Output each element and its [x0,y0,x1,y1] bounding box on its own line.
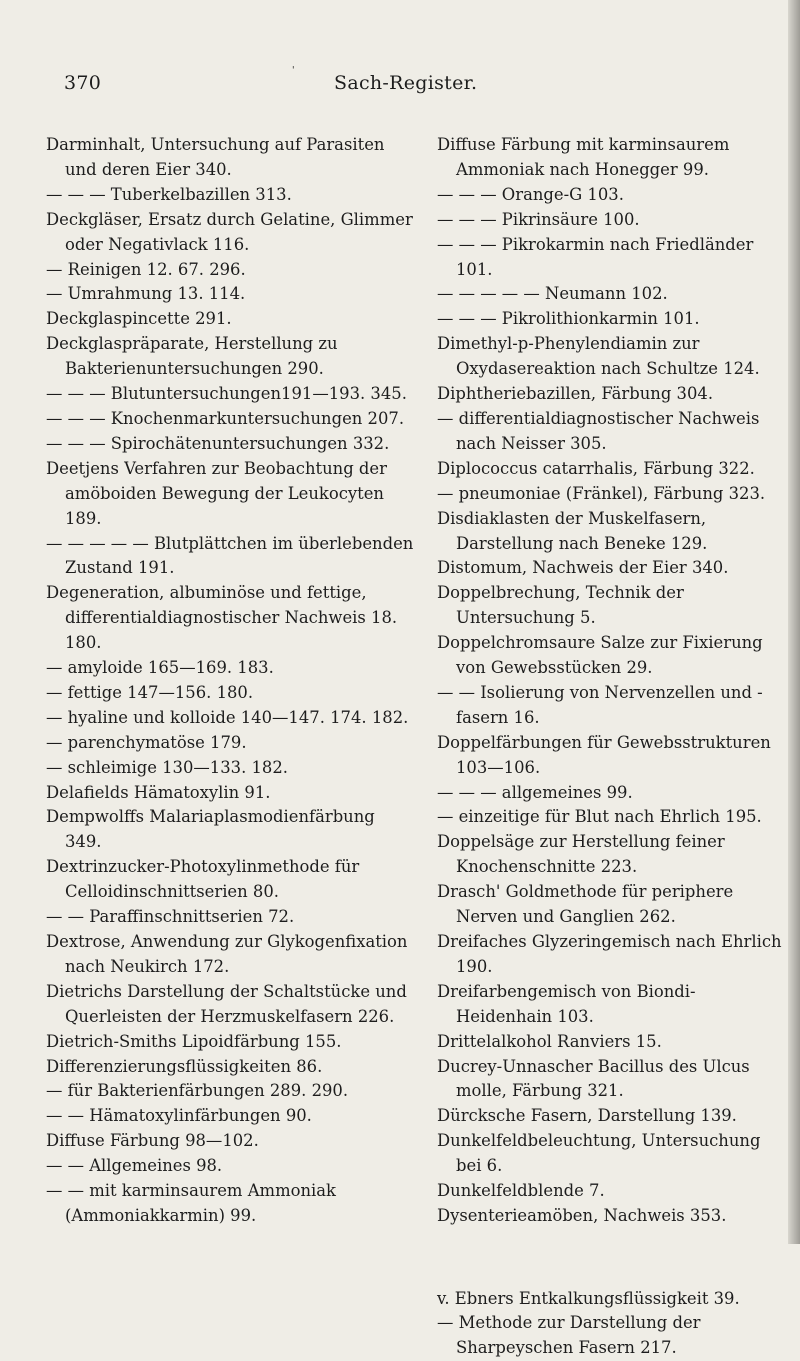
index-entry: Drittelalkohol Ranviers 15. [437,1031,662,1051]
index-entry: Deckgläser, Ersatz durch Gelatine, Glimmer oder Negativlack 116. [46,209,413,254]
index-entry: Dextrinzucker-Photoxylinmethode für Celloidinschnittserien 80. [46,857,360,902]
index-entry: Doppelsäge zur Herstellung feiner Knochenschnitte 223. [437,832,725,877]
index-entry: — — — — — Neumann 102. [437,284,668,304]
index-entry: Delafields Hämatoxylin 91. [46,782,271,802]
index-entry: Dietrichs Darstellung der Schaltstücke und Querleisten der Herzmuskelfasern 226. [46,981,407,1026]
index-entry: Dunkelfeldbeleuchtung, Untersuchung bei 6. [437,1131,761,1176]
index-entry: Dysenterieamöben, Nachweis 353. [437,1205,727,1225]
index-entry: Doppelfärbungen für Gewebsstrukturen 103—106. [437,732,771,777]
index-entry: — — Allgemeines 98. [46,1156,223,1176]
index-entry: Degeneration, albuminöse und fettige, differentialdiagnostischer Nachweis 18. 180. [46,583,398,653]
index-entry: Deckglaspräparate, Herstellung zu Bakterienuntersuchungen 290. [46,334,338,379]
index-entry: — — — Tuberkelbazillen 313. [46,184,292,204]
index-entry: Diffuse Färbung mit karminsaurem Ammoniak nach Honegger 99. [437,135,730,179]
index-entry: — — — Pikrolithionkarmin 101. [437,309,700,329]
index-entry: — — — allgemeines 99. [437,782,633,802]
index-entry: Distomum, Nachweis der Eier 340. [437,558,729,578]
index-entry: — schleimige 130—133. 182. [46,757,288,777]
index-entry: Disdiaklasten der Muskelfasern, Darstellung nach Beneke 129. [437,508,708,553]
index-entry: Deckglaspincette 291. [46,309,232,329]
index-entry: — — — Knochenmarkuntersuchungen 207. [46,408,405,428]
index-entry: — Reinigen 12. 67. 296. [46,259,246,279]
section-gap [437,1245,787,1270]
index-entry: — parenchymatöse 179. [46,732,247,752]
index-entry: Dreifaches Glyzeringemisch nach Ehrlich 190. [437,932,782,976]
index-entry: Deetjens Verfahren zur Beobachtung der amöboiden Bewegung der Leukocyten 189. [46,458,387,528]
index-entry: — — — Pikrinsäure 100. [437,209,640,229]
index-entry: — — Paraffinschnittserien 72. [46,907,295,927]
index-entry: Doppelchromsaure Salze zur Fixierung von Gewebsstücken 29. [437,633,763,678]
index-entry: — pneumoniae (Fränkel), Färbung 323. [437,483,766,503]
index-entry: — — — Orange-G 103. [437,184,624,204]
index-entry: — für Bakterienfärbungen 289. 290. [46,1081,349,1101]
index-entry: — hyaline und kolloide 140—147. 174. 182. [46,707,409,727]
index-entry: — einzeitige für Blut nach Ehrlich 195. [437,807,762,827]
index-entry: Dietrich-Smiths Lipoidfärbung 155. [46,1031,342,1051]
index-entry: Differenzierungsflüssigkeiten 86. [46,1056,323,1076]
index-entry: Dempwolffs Malariaplasmodienfärbung 349. [46,807,375,852]
index-entry: — — Hämatoxylinfärbungen 90. [46,1106,312,1126]
index-column-left [46,133,416,1229]
index-entry: — amyloide 165—169. 183. [46,658,274,678]
index-entry: Dreifarbengemisch von Biondi-Heidenhain 103. [437,981,696,1026]
index-entry: — Umrahmung 13. 114. [46,284,246,304]
running-head: Sach-Register. [334,72,478,94]
index-entry: Dimethyl-p-Phenylendiamin zur Oxydasereaktion nach Schultze 124. [437,334,760,379]
index-entry: — fettige 147—156. 180. [46,682,254,702]
page-number: 370 [64,72,102,94]
index-entry: — — — Spirochätenuntersuchungen 332. [46,433,390,453]
index-entry: Diffuse Färbung 98—102. [46,1131,259,1151]
index-entry: Dextrose, Anwendung zur Glykogenfixation nach Neukirch 172. [46,932,408,976]
index-entry: — — — Pikrokarmin nach Friedländer 101. [437,234,754,279]
header-mark: ' [292,66,295,76]
index-entry: Diphtheriebazillen, Färbung 304. [437,384,714,404]
page-edge-shadow [788,0,800,1244]
index-entry: Darminhalt, Untersuchung auf Parasiten und deren Eier 340. [46,135,385,179]
index-entry: Doppelbrechung, Technik der Untersuchung 5. [437,583,684,628]
index-entry: — — mit karminsaurem Ammoniak (Ammoniakkarmin) 99. [46,1181,336,1225]
index-entry: v. Ebners Entkalkungsflüssigkeit 39. [437,1288,740,1308]
index-entry: — — — — — Blutplättchen im überlebenden Zustand 191. [46,533,414,578]
page-header [64,66,714,106]
index-entry: — — — Blutuntersuchungen191—193. 345. [46,384,407,404]
index-column-right [437,133,787,1361]
index-entry: Dunkelfeldblende 7. [437,1181,605,1201]
index-entry: Drasch' Goldmethode für periphere Nerven und Ganglien 262. [437,882,734,927]
index-entry: — Methode zur Darstellung der Sharpeyschen Fasern 217. [437,1313,701,1358]
index-entry: — differentialdiagnostischer Nachweis nach Neisser 305. [437,408,760,453]
index-entry: Diplococcus catarrhalis, Färbung 322. [437,458,755,478]
index-entry: — — Isolierung von Nervenzellen und -fasern 16. [437,682,763,727]
index-entry: Ducrey-Unnascher Bacillus des Ulcus molle, Färbung 321. [437,1056,750,1101]
index-entry: Dürcksche Fasern, Darstellung 139. [437,1106,737,1126]
